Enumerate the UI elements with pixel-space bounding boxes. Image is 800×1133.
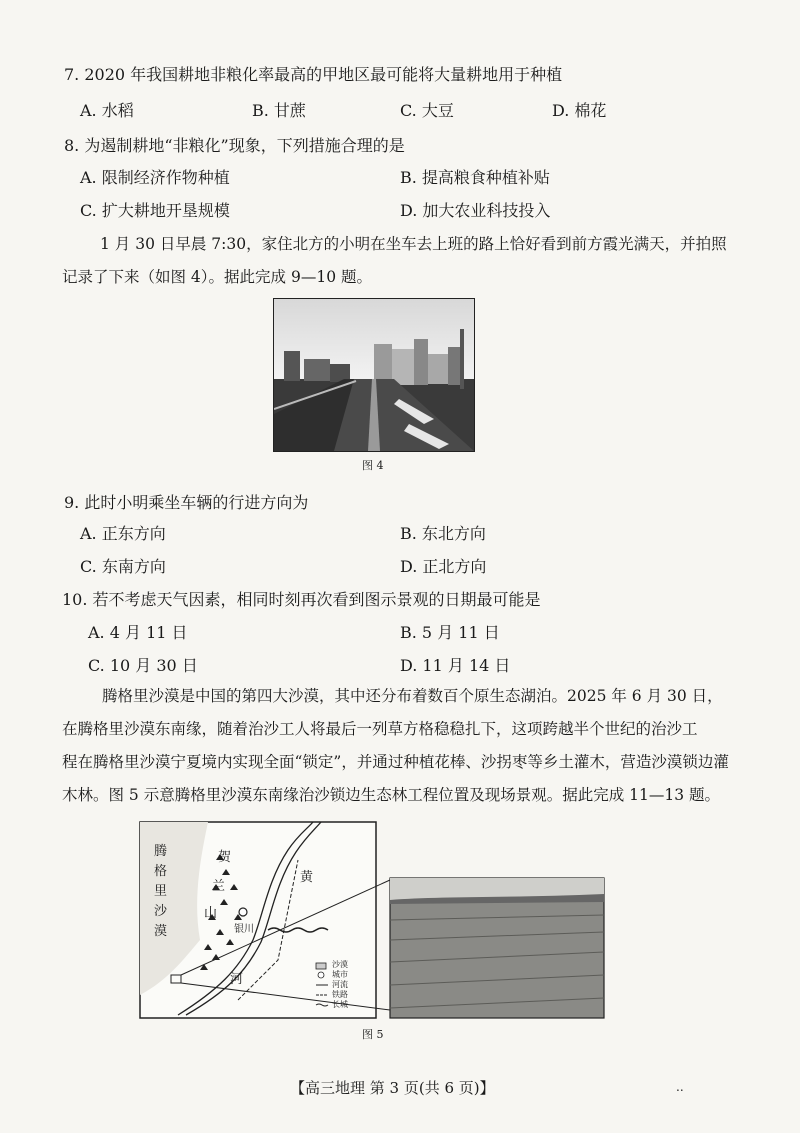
- legend-great-wall: 长城: [332, 1000, 348, 1009]
- figure4-caption: 图 4: [362, 459, 384, 472]
- intro11-line1: 腾格里沙漠是中国的第四大沙漠，其中还分布着数百个原生态湖泊。2025 年 6 月 30 日，: [102, 687, 723, 705]
- desert-label-char3: 里: [154, 884, 168, 899]
- desert-label-char1: 腾: [154, 844, 168, 859]
- q7-option-b: B. 甘蔗: [252, 101, 306, 120]
- figure5: [138, 820, 608, 1020]
- q9-stem: 9. 此时小明乘坐车辆的行进方向为: [64, 493, 309, 512]
- desert-label-char5: 漠: [154, 924, 168, 939]
- q10-option-b: B. 5 月 11 日: [400, 623, 500, 642]
- desert-label-char4: 沙: [154, 904, 168, 919]
- q8-option-a: A. 限制经济作物种植: [80, 168, 230, 187]
- mountain-label-3: 山: [204, 906, 218, 921]
- figure5-caption: 图 5: [362, 1028, 384, 1041]
- intro9-line2: 记录了下来（如图 4）。据此完成 9—10 题。: [62, 268, 372, 286]
- q7-stem: 7. 2020 年我国耕地非粮化率最高的甲地区最可能将大量耕地用于种植: [64, 65, 563, 84]
- legend-river: 河流: [332, 980, 348, 989]
- q10-option-d: D. 11 月 14 日: [400, 656, 511, 675]
- q7-option-d: D. 棉花: [552, 101, 607, 120]
- q9-option-b: B. 东北方向: [400, 524, 486, 543]
- q9-option-a: A. 正东方向: [80, 524, 166, 543]
- q8-stem: 8. 为遏制耕地“非粮化”现象，下列措施合理的是: [64, 136, 405, 155]
- footer-dots: ..: [676, 1080, 684, 1094]
- q8-option-c: C. 扩大耕地开垦规模: [80, 201, 230, 220]
- desert-label: [154, 842, 168, 942]
- map-legend: [332, 960, 348, 1010]
- city-label: 银川: [234, 924, 254, 935]
- legend-city: 城市: [332, 970, 348, 979]
- road-photo-illustration: [274, 299, 474, 451]
- intro11-line3: 程在腾格里沙漠宁夏境内实现全面“锁定”，并通过种植花棒、沙拐枣等乡土灌木，营造沙漠锁边灌: [62, 753, 729, 771]
- q7-option-c: C. 大豆: [400, 101, 454, 120]
- intro11-line4: 木林。图 5 示意腾格里沙漠东南缘治沙锁边生态林工程位置及现场景观。据此完成 11—13 题。: [62, 786, 721, 804]
- q7-option-a: A. 水稻: [80, 101, 134, 120]
- intro11-line2: 在腾格里沙漠东南缘，随着治沙工人将最后一列草方格稳稳扎下，这项跨越半个世纪的治沙工: [62, 720, 698, 738]
- q9-option-c: C. 东南方向: [80, 557, 166, 576]
- q8-option-d: D. 加大农业科技投入: [400, 201, 551, 220]
- page-footer: 【高三地理 第 3 页(共 6 页)】: [290, 1079, 495, 1097]
- river-label-2: 河: [230, 972, 244, 987]
- intro9-line1: 1 月 30 日早晨 7:30，家住北方的小明在坐车去上班的路上恰好看到前方霞光满天，并拍照: [100, 235, 727, 253]
- intro11-paragraph: [62, 680, 742, 812]
- mountain-label-1: 贺: [218, 850, 232, 865]
- legend-desert: 沙漠: [332, 960, 348, 969]
- desert-label-char2: 格: [154, 864, 168, 879]
- mountain-label-2: 兰: [212, 879, 226, 894]
- figure4-photo: [273, 298, 475, 452]
- q10-option-c: C. 10 月 30 日: [88, 656, 198, 675]
- legend-railway: 铁路: [332, 990, 348, 999]
- river-label-1: 黄: [300, 870, 314, 885]
- q9-option-d: D. 正北方向: [400, 557, 487, 576]
- q10-stem: 10. 若不考虑天气因素，相同时刻再次看到图示景观的日期最可能是: [62, 590, 541, 609]
- q10-option-a: A. 4 月 11 日: [88, 623, 188, 642]
- q8-option-b: B. 提高粮食种植补贴: [400, 168, 550, 187]
